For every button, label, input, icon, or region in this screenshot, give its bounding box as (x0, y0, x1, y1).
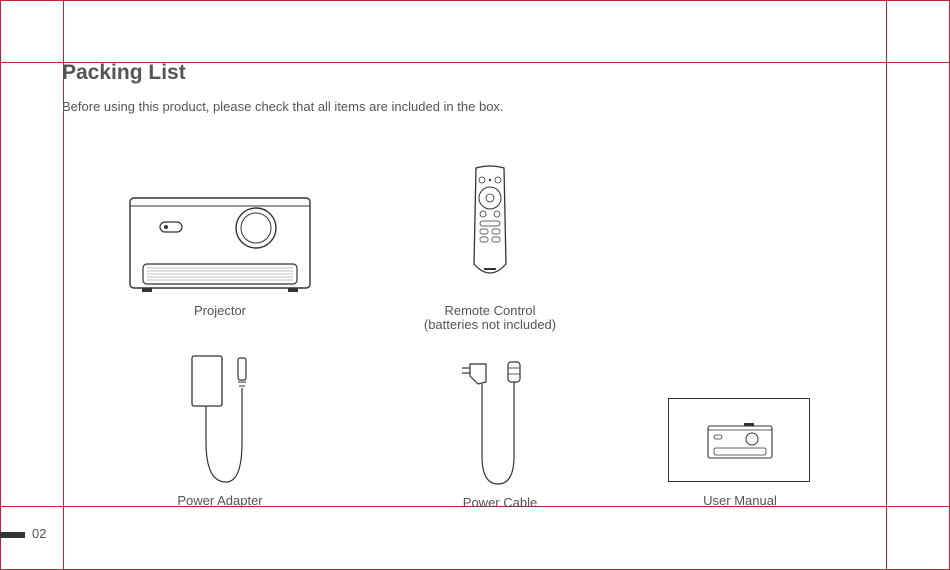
user-manual-illustration (704, 420, 776, 464)
remote-control-label-line1: Remote Control (444, 303, 536, 318)
page-number-bar (0, 532, 25, 538)
remote-control-illustration (470, 164, 510, 282)
projector-label: Projector (193, 303, 247, 318)
intro-text: Before using this product, please check that all items are included in the box. (62, 99, 504, 114)
power-adapter-label: Power Adapter (177, 493, 263, 508)
remote-control-label-line2: (batteries not included) (423, 317, 557, 332)
crop-line-left-edge (0, 0, 1, 570)
power-adapter-illustration (186, 352, 266, 488)
crop-line-right-margin (886, 0, 887, 570)
user-manual-label: User Manual (703, 493, 777, 508)
power-cable-label: Power Cable (462, 495, 538, 510)
power-cable-illustration (452, 356, 532, 488)
remote-control-label (400, 304, 580, 332)
page-number: 02 (32, 526, 47, 541)
crop-line-left-margin (63, 0, 64, 570)
crop-line-top-edge (0, 0, 950, 1)
page-title: Packing List (62, 61, 186, 84)
projector-illustration (128, 194, 312, 298)
